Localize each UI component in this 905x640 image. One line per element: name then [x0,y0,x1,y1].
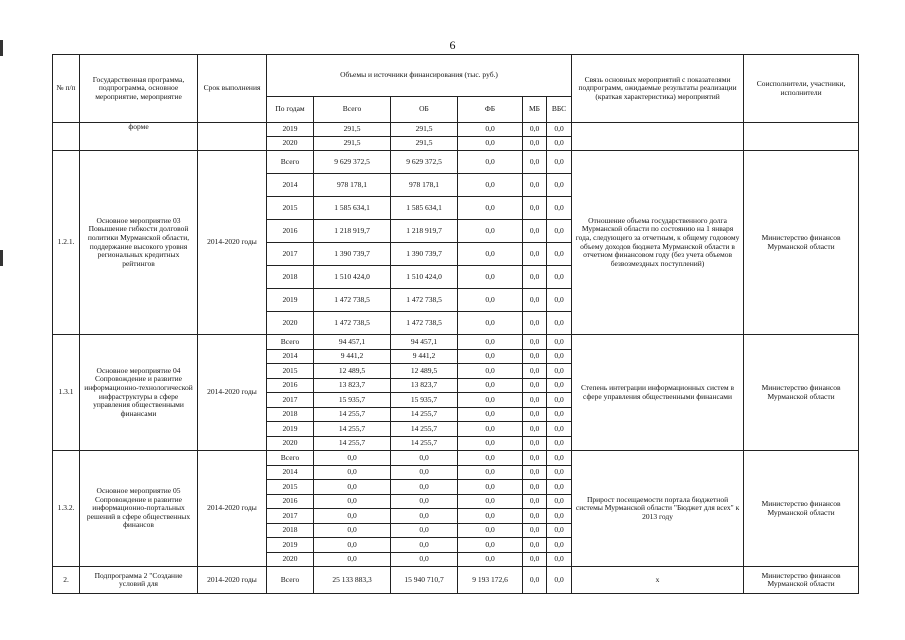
ob-cell: 14 255,7 [391,436,458,451]
fb-cell: 0,0 [458,174,523,197]
cont-program: форме [80,123,198,151]
ob-cell: 291,5 [391,137,458,151]
vbs-cell: 0,0 [547,465,572,480]
vbs-cell: 0,0 [547,289,572,312]
ob-cell: 13 823,7 [391,378,458,393]
vbs-cell: 0,0 [547,151,572,174]
ob-cell: 0,0 [391,480,458,495]
mb-cell: 0,0 [523,335,547,350]
mb-cell: 0,0 [523,509,547,524]
fb-cell: 0,0 [458,364,523,379]
ob-cell: 14 255,7 [391,422,458,437]
fb-cell: 0,0 [458,349,523,364]
block1-term: 2014-2020 годы [198,151,267,335]
fb-cell: 0,0 [458,197,523,220]
mb-cell: 0,0 [523,465,547,480]
header-by-years: По годам [267,97,314,123]
vbs-cell: 0,0 [547,509,572,524]
table-row [53,151,859,174]
year-cell: 2014 [267,349,314,364]
mb-cell: 0,0 [523,552,547,567]
total-cell: 1 390 739,7 [314,243,391,266]
header-term: Срок выполнения [198,55,267,123]
year-cell: 2019 [267,538,314,553]
total-cell: 1 510 424,0 [314,266,391,289]
page-number: 6 [449,38,456,52]
block1-program: Основное мероприятие 03 Повышение гибкости долговой политики Мурманской области, поддержание высокого уровня региональных кредитных рейтингов [80,151,198,335]
total-cell: 15 935,7 [314,393,391,408]
ob-cell: 1 510 424,0 [391,266,458,289]
ob-cell: 15 935,7 [391,393,458,408]
total-cell: 1 585 634,1 [314,197,391,220]
vbs-cell: 0,0 [547,335,572,350]
ob-cell: 291,5 [391,123,458,137]
year-cell: 2017 [267,243,314,266]
ob-cell: 0,0 [391,538,458,553]
vbs-cell: 0,0 [547,174,572,197]
year-cell: Всего [267,151,314,174]
vbs-cell: 0,0 [547,266,572,289]
table-row [53,335,859,350]
year-cell: 2018 [267,523,314,538]
scan-edge-mark [0,250,3,266]
table-row [53,451,859,466]
ob-cell: 94 457,1 [391,335,458,350]
ob-cell: 1 390 739,7 [391,243,458,266]
mb-cell: 0,0 [523,349,547,364]
fb-cell: 0,0 [458,312,523,335]
vbs-cell: 0,0 [547,567,572,594]
header-num: № п/п [53,55,80,123]
year-cell: 2017 [267,509,314,524]
total-cell: 14 255,7 [314,436,391,451]
total-cell: 25 133 883,3 [314,567,391,594]
block3-program: Основное мероприятие 05 Сопровождение и развитие информационно-портальных решений в сфере общественных финансов [80,451,198,567]
fb-cell: 0,0 [458,243,523,266]
mb-cell: 0,0 [523,378,547,393]
table-row [53,123,859,137]
mb-cell: 0,0 [523,393,547,408]
total-cell: 9 441,2 [314,349,391,364]
ob-cell: 0,0 [391,465,458,480]
vbs-cell: 0,0 [547,220,572,243]
vbs-cell: 0,0 [547,393,572,408]
block2-link: Степень интеграции информационных систем в сфере управления общественными финансами [572,335,744,451]
fb-cell: 0,0 [458,289,523,312]
year-cell: 2018 [267,266,314,289]
vbs-cell: 0,0 [547,137,572,151]
mb-cell: 0,0 [523,312,547,335]
year-cell: 2020 [267,552,314,567]
total-cell: 13 823,7 [314,378,391,393]
ob-cell: 12 489,5 [391,364,458,379]
vbs-cell: 0,0 [547,349,572,364]
ob-cell: 978 178,1 [391,174,458,197]
block3-executors: Министерство финансов Мурманской области [744,451,859,567]
header-program: Государственная программа, подпрограмма, основное мероприятие, мероприятие [80,55,198,123]
fb-cell: 0,0 [458,220,523,243]
year-cell: 2016 [267,378,314,393]
year-cell: 2020 [267,137,314,151]
total-cell: 291,5 [314,123,391,137]
fb-cell: 0,0 [458,407,523,422]
ob-cell: 0,0 [391,509,458,524]
fb-cell: 0,0 [458,151,523,174]
ob-cell: 0,0 [391,552,458,567]
vbs-cell: 0,0 [547,378,572,393]
mb-cell: 0,0 [523,197,547,220]
block2-executors: Министерство финансов Мурманской области [744,335,859,451]
mb-cell: 0,0 [523,422,547,437]
vbs-cell: 0,0 [547,494,572,509]
table-row [53,567,859,594]
total-cell: 14 255,7 [314,422,391,437]
mb-cell: 0,0 [523,174,547,197]
vbs-cell: 0,0 [547,407,572,422]
last-num: 2. [53,567,80,594]
block3-term: 2014-2020 годы [198,451,267,567]
total-cell: 0,0 [314,523,391,538]
last-executors: Министерство финансов Мурманской области [744,567,859,594]
header-financing: Объемы и источники финансирования (тыс. руб.) [267,55,572,97]
header-link: Связь основных мероприятий с показателями подпрограмм, ожидаемые результаты реализации (краткая характеристика) мероприятий [572,55,744,123]
mb-cell: 0,0 [523,567,547,594]
fb-cell: 0,0 [458,436,523,451]
total-cell: 0,0 [314,552,391,567]
year-cell: Всего [267,451,314,466]
block1-executors: Министерство финансов Мурманской области [744,151,859,335]
year-cell: 2016 [267,494,314,509]
year-cell: Всего [267,335,314,350]
vbs-cell: 0,0 [547,436,572,451]
ob-cell: 15 940 710,7 [391,567,458,594]
year-cell: 2015 [267,364,314,379]
cont-executors [744,123,859,151]
mb-cell: 0,0 [523,123,547,137]
vbs-cell: 0,0 [547,123,572,137]
mb-cell: 0,0 [523,480,547,495]
fb-cell: 0,0 [458,422,523,437]
header-ob: ОБ [391,97,458,123]
year-cell: Всего [267,567,314,594]
block2-term: 2014-2020 годы [198,335,267,451]
total-cell: 0,0 [314,465,391,480]
cont-term [198,123,267,151]
year-cell: 2020 [267,312,314,335]
fb-cell: 9 193 172,6 [458,567,523,594]
total-cell: 14 255,7 [314,407,391,422]
year-cell: 2019 [267,123,314,137]
fb-cell: 0,0 [458,494,523,509]
total-cell: 291,5 [314,137,391,151]
scan-edge-mark [0,40,3,56]
year-cell: 2018 [267,407,314,422]
year-cell: 2015 [267,197,314,220]
vbs-cell: 0,0 [547,312,572,335]
header-total: Всего [314,97,391,123]
year-cell: 2016 [267,220,314,243]
block1-num: 1.2.1. [53,151,80,335]
vbs-cell: 0,0 [547,451,572,466]
fb-cell: 0,0 [458,509,523,524]
last-program: Подпрограмма 2 "Создание условий для [80,567,198,594]
total-cell: 1 472 738,5 [314,289,391,312]
fb-cell: 0,0 [458,393,523,408]
block3-num: 1.3.2. [53,451,80,567]
header-fb: ФБ [458,97,523,123]
total-cell: 0,0 [314,494,391,509]
ob-cell: 1 472 738,5 [391,312,458,335]
vbs-cell: 0,0 [547,197,572,220]
mb-cell: 0,0 [523,220,547,243]
header-row [53,55,859,97]
mb-cell: 0,0 [523,436,547,451]
ob-cell: 1 585 634,1 [391,197,458,220]
vbs-cell: 0,0 [547,422,572,437]
year-cell: 2014 [267,174,314,197]
ob-cell: 9 441,2 [391,349,458,364]
mb-cell: 0,0 [523,289,547,312]
ob-cell: 1 218 919,7 [391,220,458,243]
last-link: х [572,567,744,594]
header-mb: МБ [523,97,547,123]
mb-cell: 0,0 [523,151,547,174]
total-cell: 0,0 [314,451,391,466]
total-cell: 0,0 [314,480,391,495]
year-cell: 2019 [267,422,314,437]
year-cell: 2014 [267,465,314,480]
vbs-cell: 0,0 [547,523,572,538]
vbs-cell: 0,0 [547,538,572,553]
mb-cell: 0,0 [523,266,547,289]
mb-cell: 0,0 [523,523,547,538]
total-cell: 0,0 [314,538,391,553]
header-vbs: ВБС [547,97,572,123]
fb-cell: 0,0 [458,538,523,553]
year-cell: 2020 [267,436,314,451]
cont-link [572,123,744,151]
fb-cell: 0,0 [458,552,523,567]
vbs-cell: 0,0 [547,552,572,567]
fb-cell: 0,0 [458,523,523,538]
fb-cell: 0,0 [458,451,523,466]
header-executors: Соисполнители, участники, исполнители [744,55,859,123]
year-cell: 2017 [267,393,314,408]
ob-cell: 9 629 372,5 [391,151,458,174]
vbs-cell: 0,0 [547,364,572,379]
mb-cell: 0,0 [523,137,547,151]
total-cell: 1 472 738,5 [314,312,391,335]
fb-cell: 0,0 [458,480,523,495]
ob-cell: 1 472 738,5 [391,289,458,312]
ob-cell: 0,0 [391,451,458,466]
total-cell: 978 178,1 [314,174,391,197]
mb-cell: 0,0 [523,243,547,266]
cont-num [53,123,80,151]
last-term: 2014-2020 годы [198,567,267,594]
ob-cell: 14 255,7 [391,407,458,422]
total-cell: 9 629 372,5 [314,151,391,174]
block2-program: Основное мероприятие 04 Сопровождение и развитие информационно-технологической инфраструктуры в сфере управления общественными финансами [80,335,198,451]
year-cell: 2015 [267,480,314,495]
vbs-cell: 0,0 [547,243,572,266]
fb-cell: 0,0 [458,123,523,137]
fb-cell: 0,0 [458,137,523,151]
total-cell: 1 218 919,7 [314,220,391,243]
mb-cell: 0,0 [523,451,547,466]
mb-cell: 0,0 [523,538,547,553]
block3-link: Прирост посещаемости портала бюджетной системы Мурманской области "Бюджет для всех" к 2013 году [572,451,744,567]
ob-cell: 0,0 [391,523,458,538]
mb-cell: 0,0 [523,364,547,379]
vbs-cell: 0,0 [547,480,572,495]
mb-cell: 0,0 [523,407,547,422]
total-cell: 94 457,1 [314,335,391,350]
financing-table [52,54,859,594]
year-cell: 2019 [267,289,314,312]
fb-cell: 0,0 [458,266,523,289]
fb-cell: 0,0 [458,465,523,480]
fb-cell: 0,0 [458,335,523,350]
block2-num: 1.3.1 [53,335,80,451]
total-cell: 12 489,5 [314,364,391,379]
ob-cell: 0,0 [391,494,458,509]
block1-link: Отношение объема государственного долга Мурманской области по состоянию на 1 января года, следующего за отчетным, к общему годовому объему доходов бюджета Мурманской области в отчетном финансовом году (без учета объемов безвозмездных поступлений) [572,151,744,335]
mb-cell: 0,0 [523,494,547,509]
total-cell: 0,0 [314,509,391,524]
fb-cell: 0,0 [458,378,523,393]
